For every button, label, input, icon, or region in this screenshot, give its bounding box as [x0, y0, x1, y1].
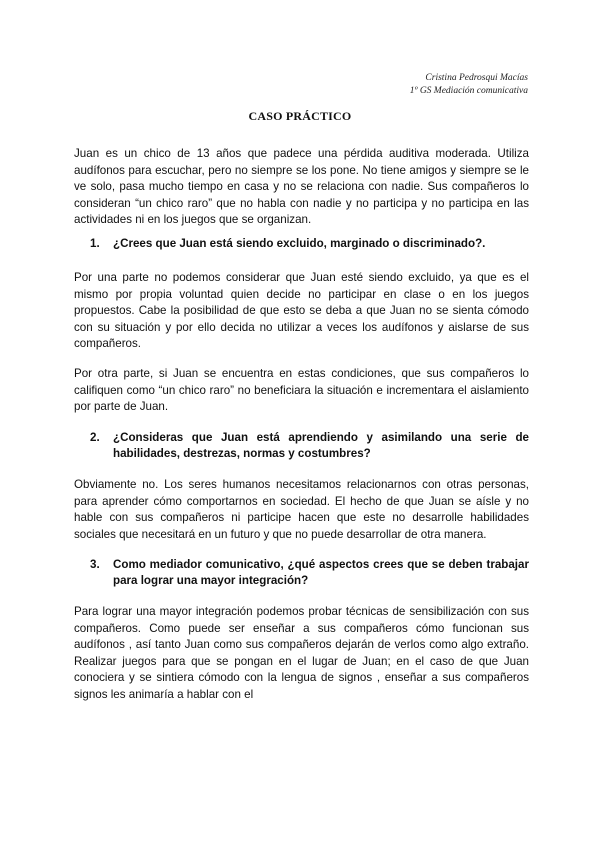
- question-2-number: 2.: [90, 431, 100, 444]
- question-3: [91, 557, 529, 590]
- question-1-text: ¿Crees que Juan está siendo excluido, marginado o discriminado?.: [113, 237, 486, 250]
- question-3-number: 3.: [90, 558, 100, 571]
- answer-2-paragraph-1: Obviamente no. Los seres humanos necesitamos relacionarnos con otras personas, para aprender cómo comportarnos en sociedad. El hecho de que Juan se aísle y no hable con sus compañeros ni participe hacen que este no desarrolle habilidades sociales que necesitará en un futuro y que no puede desarrollar de otra manera.: [74, 478, 529, 541]
- document-title: CASO PRÁCTICO: [248, 109, 352, 123]
- answer-1-paragraph-1: Por una parte no podemos considerar que Juan esté siendo excluido, ya que es el mismo por propia voluntad quien decide no participar en clase o en los juegos propuestos. Cabe la posibilidad de que esto se deba a que Juan no se sienta cómodo con su situación y por ello decida no utilizar a veces los audífonos y aislarse de sus compañeros.: [74, 271, 529, 351]
- question-3-text: Como mediador comunicativo, ¿qué aspectos crees que se deben trabajar para lograr una mayor integración?: [113, 558, 529, 588]
- question-2-text: ¿Consideras que Juan está aprendiendo y asimilando una serie de habilidades, destrezas, normas y costumbres?: [113, 431, 529, 461]
- author-course: 1º GS Mediación comunicativa: [409, 86, 528, 96]
- author-block: [410, 72, 528, 98]
- answer-3-paragraph-1: Para lograr una mayor integración podemos probar técnicas de sensibilización con sus compañeros. Como puede ser enseñar a sus compañeros cómo funcionan sus audífonos , así tanto Juan como sus compañeros dejarán de verlos como algo extraño. Realizar juegos para que se pongan en el lugar de Juan; en el caso de que Juan conociera y se sintiera cómodo con la lengua de signos , enseñar a sus compañeros signos les animaría a hablar con el: [74, 605, 529, 701]
- author-name: Cristina Pedrosqui Macías: [425, 73, 528, 83]
- question-2: [91, 430, 529, 463]
- intro-paragraph: Juan es un chico de 13 años que padece una pérdida auditiva moderada. Utiliza audífonos para escuchar, pero no siempre se los pone. No tiene amigos y siempre se le ve solo, pasa mucho tiempo en casa y no se relaciona con nadie. Sus compañeros lo consideran “un chico raro” que no habla con nadie y no participa y no participa en las actividades ni en los juegos que se organizan.: [74, 147, 529, 227]
- question-1-number: 1.: [90, 237, 100, 250]
- question-1: [91, 236, 529, 252]
- answer-1-paragraph-2: Por otra parte, si Juan se encuentra en estas condiciones, que sus compañeros lo califiquen como “un chico raro” no beneficiara la situación e incrementara el aislamiento por parte de Juan.: [74, 367, 529, 414]
